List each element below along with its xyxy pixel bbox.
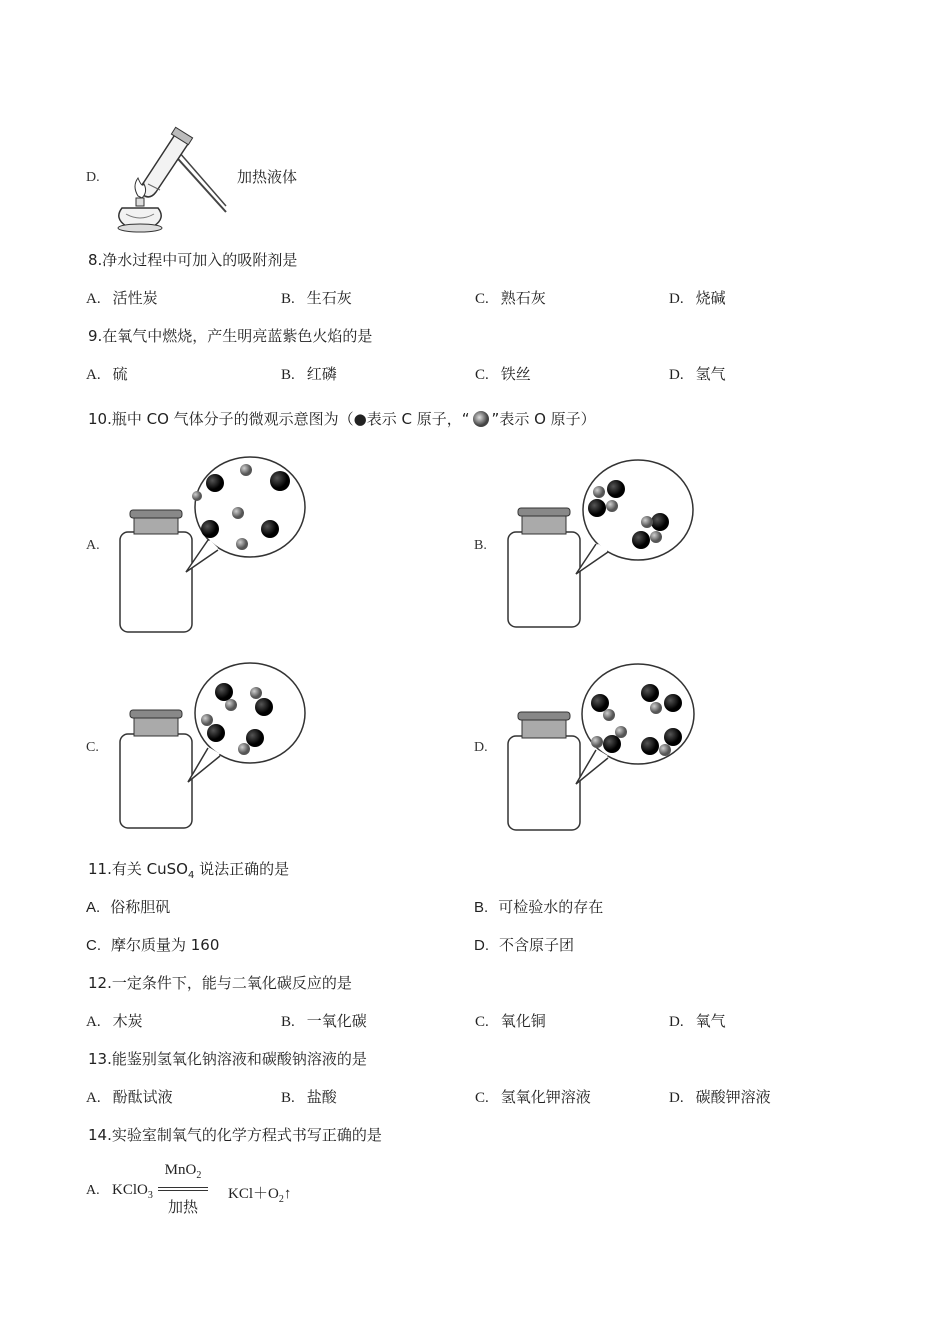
q10-option-b-letter: B. bbox=[474, 538, 487, 553]
q10-stem: 10.瓶中 CO 气体分子的微观示意图为（●表示 C 原子，“ ”表示 O 原子） bbox=[88, 410, 596, 428]
q10-option-a-letter: A. bbox=[86, 538, 100, 553]
q9-option-d: D. 氢气 bbox=[669, 365, 726, 383]
q12-option-c: C. 氧化铜 bbox=[475, 1012, 546, 1030]
q13-stem: 13.能鉴别氢氧化钠溶液和碳酸钠溶液的是 bbox=[88, 1050, 367, 1068]
q11-stem: 11.有关 CuSO$_4$ 说法正确的是 bbox=[88, 860, 290, 881]
q11-option-c: C. 摩尔质量为 160 bbox=[86, 936, 220, 954]
q12-stem: 12.一定条件下，能与二氧化碳反应的是 bbox=[88, 974, 352, 992]
q11-option-a: A. 俗称胆矾 bbox=[86, 898, 171, 916]
q10-option-c-bottle-diagram bbox=[110, 660, 310, 832]
q11-option-b: B. 可检验水的存在 bbox=[474, 898, 604, 916]
heating-liquid-apparatus-illustration bbox=[108, 122, 228, 234]
q8-option-d: D. 烧碱 bbox=[669, 289, 726, 307]
q9-option-a: A. 硫 bbox=[86, 365, 128, 383]
q9-option-b: B. 红磷 bbox=[281, 365, 337, 383]
q12-option-a: A. 木炭 bbox=[86, 1012, 143, 1030]
q8-option-c: C. 熟石灰 bbox=[475, 289, 546, 307]
q8-stem: 8.净水过程中可加入的吸附剂是 bbox=[88, 251, 298, 269]
q14-reaction-line-top bbox=[158, 1187, 208, 1188]
oxygen-atom-icon bbox=[470, 409, 492, 429]
q10-option-b-bottle-diagram bbox=[498, 456, 698, 631]
q13-option-b: B. 盐酸 bbox=[281, 1088, 337, 1106]
q7-option-d-letter: D. bbox=[86, 170, 100, 185]
q12-option-b: B. 一氧化碳 bbox=[281, 1012, 367, 1030]
q10-option-d-bottle-diagram bbox=[498, 660, 698, 832]
q14-condition: 加热 bbox=[167, 1198, 198, 1216]
q10-option-c-letter: C. bbox=[86, 740, 99, 755]
q10-option-d-letter: D. bbox=[474, 740, 488, 755]
q9-stem: 9.在氧气中燃烧，产生明亮蓝紫色火焰的是 bbox=[88, 327, 373, 345]
q11-option-d: D. 不含原子团 bbox=[474, 936, 575, 954]
q8-option-b: B. 生石灰 bbox=[281, 289, 352, 307]
q14-option-a-reactant: KClO$_3$ bbox=[112, 1182, 153, 1201]
q14-option-a-products: $KCl+O_2↑$ bbox=[228, 1186, 292, 1205]
q14-reaction-line-bottom bbox=[158, 1190, 208, 1191]
q12-option-d: D. 氧气 bbox=[669, 1012, 726, 1030]
q9-option-c: C. 铁丝 bbox=[475, 365, 531, 383]
q14-stem: 14.实验室制氧气的化学方程式书写正确的是 bbox=[88, 1126, 382, 1144]
q14-option-a-letter: A. bbox=[86, 1183, 100, 1198]
q13-option-d: D. 碳酸钾溶液 bbox=[669, 1088, 771, 1106]
q7-option-d-text: 加热液体 bbox=[237, 168, 298, 186]
q13-option-a: A. 酚酞试液 bbox=[86, 1088, 173, 1106]
q13-option-c: C. 氢氧化钾溶液 bbox=[475, 1088, 591, 1106]
q8-option-a: A. 活性炭 bbox=[86, 289, 158, 307]
q14-catalyst: MnO$_2$ bbox=[164, 1162, 202, 1181]
q10-option-a-bottle-diagram bbox=[110, 452, 310, 637]
